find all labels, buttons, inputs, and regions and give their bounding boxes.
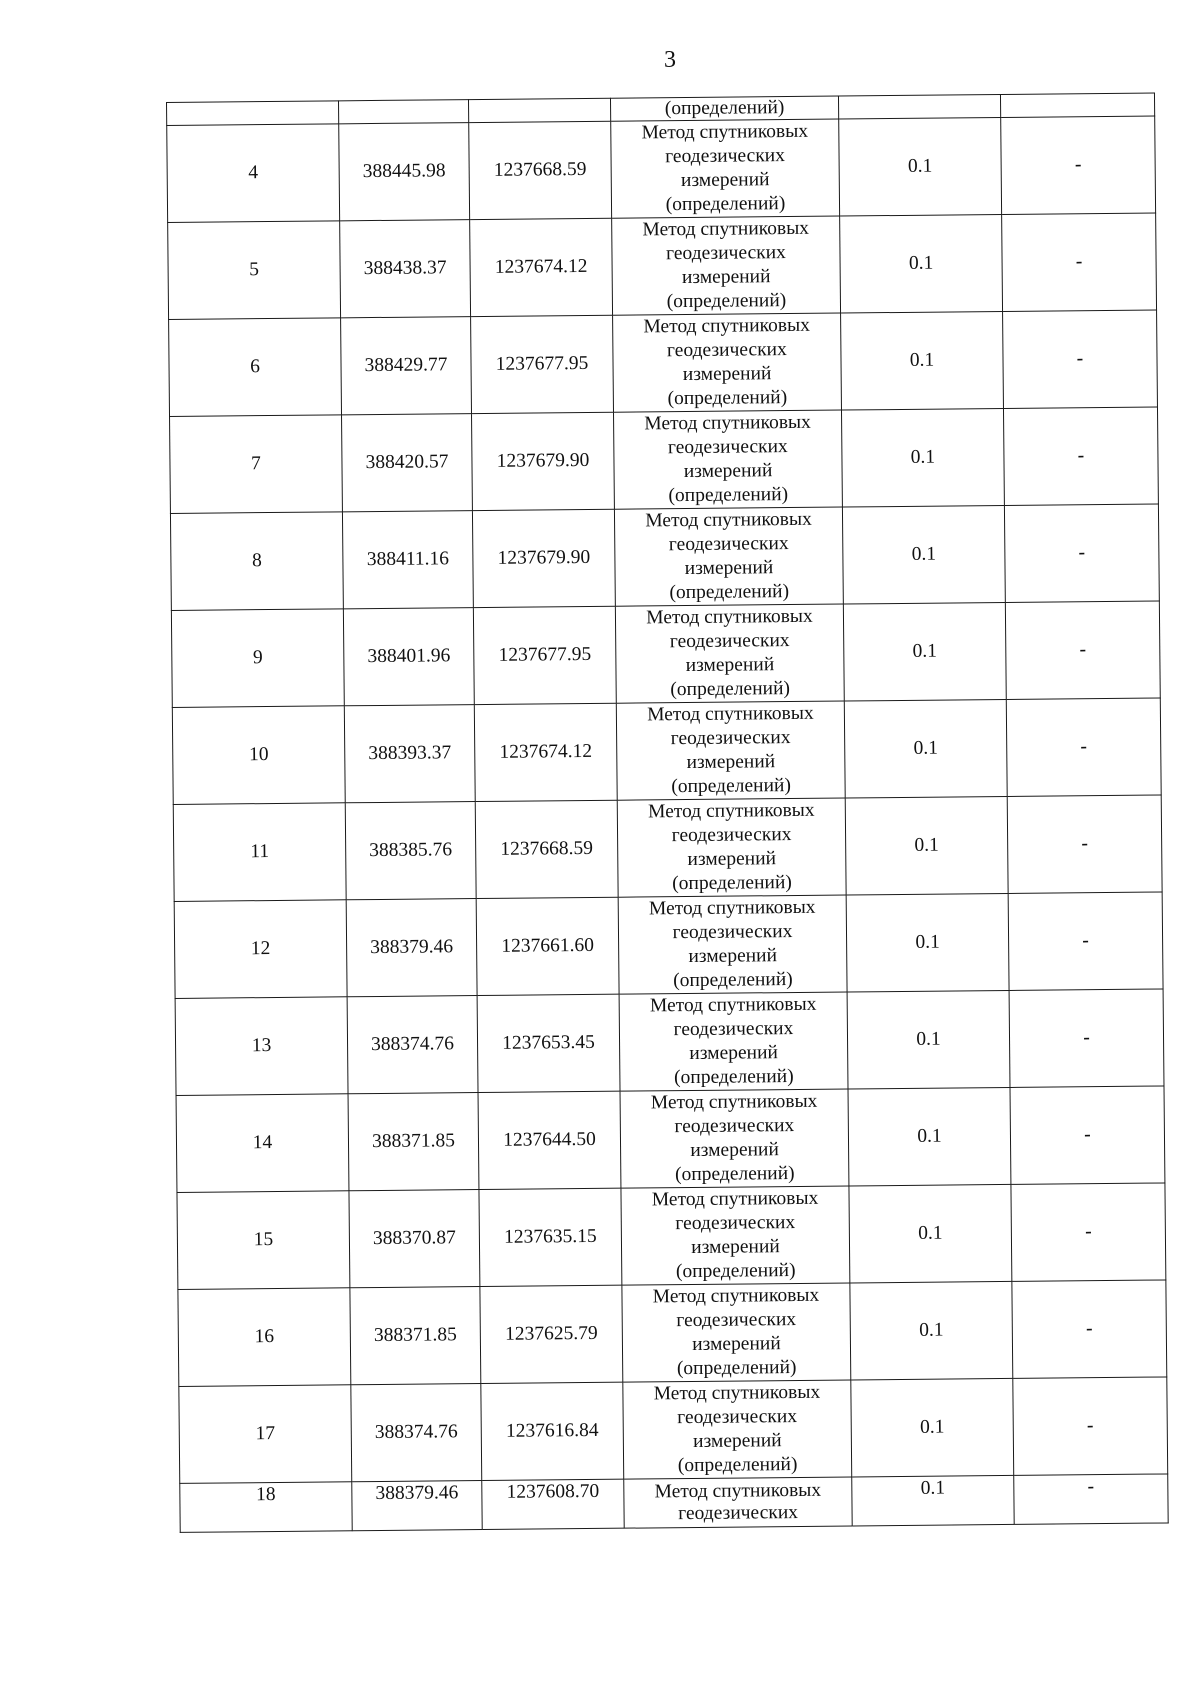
method-line: измерений (680, 169, 770, 192)
cell-note: - (1006, 698, 1161, 796)
method-line: геодезических (665, 242, 786, 265)
method-line: (определений) (672, 872, 792, 895)
cell-accuracy: 0.1 (840, 214, 1003, 313)
cell-y: 1237677.95 (473, 606, 616, 704)
method-line: геодезических (665, 145, 786, 168)
cell-x: 388374.76 (351, 1384, 482, 1482)
method-line: Метод спутниковых (642, 217, 810, 241)
method-line: измерений (689, 1042, 779, 1065)
method-line: измерений (687, 848, 777, 871)
cell-accuracy: 0.1 (841, 311, 1004, 410)
cell-note: - (1003, 407, 1158, 505)
table-row (175, 989, 1164, 1095)
cell-number (167, 101, 339, 126)
method-line: геодезических (673, 1018, 794, 1041)
method-line: измерений (684, 557, 774, 580)
cell-method (613, 313, 842, 412)
method-line: Метод спутниковых (653, 1381, 821, 1405)
table-body (167, 93, 1169, 1532)
method-line: Метод спутниковых (643, 314, 811, 338)
table-row (172, 698, 1161, 804)
cell-x: 388379.46 (346, 899, 477, 997)
method-line: (определений) (665, 193, 786, 216)
method-line: (определений) (670, 678, 791, 701)
method-line: измерений (691, 1236, 780, 1259)
cell-number: 7 (170, 415, 343, 514)
cell-method (613, 410, 842, 509)
cell-accuracy: 0.1 (850, 1281, 1013, 1380)
method-line: геодезических (678, 1501, 799, 1525)
table-row (176, 1086, 1165, 1192)
method-line: (определений) (669, 581, 790, 604)
method-line: (определений) (668, 484, 789, 507)
cell-number: 18 (180, 1482, 352, 1533)
method-line: Метод спутниковых (647, 799, 815, 823)
method-line: (определений) (673, 1066, 794, 1089)
cell-x: 388429.77 (341, 317, 472, 415)
method-line: геодезических (670, 727, 791, 750)
cell-x: 388370.87 (349, 1190, 480, 1288)
cell-method (619, 992, 848, 1091)
table-row (171, 601, 1160, 707)
method-line: Метод спутниковых (650, 1090, 818, 1114)
method-line: измерений (685, 654, 775, 677)
cell-note: - (1009, 989, 1164, 1087)
cell-accuracy: 0.1 (849, 1184, 1012, 1283)
cell-number: 10 (172, 706, 345, 805)
method-line: измерений (692, 1333, 781, 1356)
method-line: Метод спутниковых (651, 1187, 819, 1211)
cell-x: 388438.37 (340, 220, 471, 318)
cell-x: 388385.76 (345, 802, 476, 900)
cell-method (618, 895, 847, 994)
method-line: Метод спутниковых (654, 1479, 822, 1503)
method-line: измерений (681, 266, 771, 289)
cell-note: - (1012, 1280, 1167, 1378)
method-line: измерений (682, 363, 772, 386)
cell-number: 13 (175, 997, 348, 1096)
table-row (178, 1280, 1167, 1386)
cell-x (338, 100, 468, 124)
cell-x: 388374.76 (347, 996, 478, 1094)
cell-y: 1237677.95 (471, 315, 614, 413)
cell-y: 1237616.84 (481, 1382, 624, 1480)
cell-y: 1237644.50 (478, 1091, 621, 1189)
cell-number: 12 (174, 900, 347, 999)
cell-y: 1237679.90 (472, 412, 615, 510)
cell-y: 1237668.59 (475, 800, 618, 898)
cell-number: 11 (173, 803, 346, 902)
cell-method (612, 216, 841, 315)
cell-method (611, 119, 840, 218)
cell-accuracy (838, 94, 1000, 119)
cell-accuracy: 0.1 (847, 990, 1010, 1089)
cell-number: 16 (178, 1288, 351, 1387)
cell-note (1000, 93, 1154, 117)
cell-accuracy: 0.1 (844, 699, 1007, 798)
cell-method (624, 1477, 852, 1528)
cell-accuracy: 0.1 (845, 796, 1008, 895)
method-line: (определений) (673, 969, 793, 992)
table-row (169, 310, 1158, 416)
cell-x: 388371.85 (348, 1093, 479, 1191)
cell-accuracy: 0.1 (842, 505, 1005, 604)
method-line: измерений (686, 751, 776, 774)
method-line: Метод спутниковых (652, 1284, 820, 1308)
cell-note: - (1001, 116, 1156, 214)
method-line: измерений (688, 945, 778, 968)
method-line: геодезических (675, 1212, 796, 1235)
cell-method: (определений) (610, 96, 838, 121)
method-line: геодезических (672, 921, 793, 944)
cell-y: 1237674.12 (470, 218, 613, 316)
method-line: геодезических (674, 1115, 795, 1138)
cell-method (614, 507, 843, 606)
method-line: Метод спутниковых (647, 702, 814, 726)
cell-note: - (1014, 1474, 1168, 1524)
table-row-partial (180, 1474, 1168, 1532)
cell-y: 1237608.70 (482, 1479, 624, 1529)
cell-y: 1237661.60 (476, 897, 619, 995)
cell-note: - (1005, 601, 1160, 699)
method-line: геодезических (671, 824, 792, 847)
cell-x: 388379.46 (352, 1481, 482, 1531)
cell-y: 1237625.79 (480, 1285, 623, 1383)
cell-note: - (1010, 1086, 1165, 1184)
cell-y: 1237668.59 (469, 121, 612, 219)
method-line: Метод спутниковых (646, 605, 813, 629)
cell-note: - (1003, 310, 1158, 408)
cell-number: 5 (168, 221, 341, 320)
cell-x: 388445.98 (339, 123, 470, 221)
table-row (179, 1377, 1168, 1483)
cell-y: 1237674.12 (474, 703, 617, 801)
method-line: (определений) (677, 1454, 798, 1477)
method-line: (определений) (674, 1163, 795, 1186)
cell-x: 388411.16 (342, 511, 473, 609)
cell-number: 15 (177, 1191, 350, 1290)
method-line: (определений) (667, 387, 788, 410)
method-line: измерений (683, 460, 773, 483)
table-row (173, 795, 1162, 901)
cell-method (621, 1186, 850, 1285)
method-line: геодезических (668, 533, 789, 556)
cell-y: 1237653.45 (477, 994, 620, 1092)
cell-number: 14 (176, 1094, 349, 1193)
cell-y (468, 98, 610, 122)
coordinates-table (166, 93, 1169, 1533)
cell-accuracy: 0.1 (841, 408, 1004, 507)
method-line: измерений (690, 1139, 779, 1162)
page-number: 3 (664, 47, 676, 73)
cell-accuracy: 0.1 (852, 1475, 1014, 1526)
cell-x: 388401.96 (343, 608, 474, 706)
method-line: (определений) (671, 775, 791, 798)
method-line: геодезических (666, 339, 787, 362)
cell-number: 8 (170, 512, 343, 611)
method-line: Метод спутниковых (641, 120, 809, 144)
method-line: (определений) (666, 290, 787, 313)
cell-accuracy: 0.1 (843, 602, 1006, 701)
table-row (168, 213, 1157, 319)
table-row (170, 504, 1159, 610)
table-row (174, 892, 1163, 998)
method-line: геодезических (676, 1309, 797, 1332)
cell-method (620, 1089, 849, 1188)
cell-x: 388420.57 (342, 414, 473, 512)
cell-number: 9 (171, 609, 344, 708)
cell-accuracy: 0.1 (851, 1378, 1014, 1477)
table-row (177, 1183, 1166, 1289)
cell-method (622, 1283, 851, 1382)
method-line: геодезических (669, 630, 790, 653)
method-line: Метод спутниковых (645, 508, 812, 532)
cell-note: - (1004, 504, 1159, 602)
cell-y: 1237635.15 (479, 1188, 622, 1286)
method-line: геодезических (667, 436, 788, 459)
method-line: (определений) (675, 1260, 796, 1283)
method-line: геодезических (677, 1406, 798, 1429)
method-line: Метод спутниковых (649, 993, 817, 1017)
cell-method (615, 604, 844, 703)
method-line: Метод спутниковых (648, 896, 816, 920)
cell-note: - (1008, 892, 1163, 990)
cell-method (616, 701, 845, 800)
cell-note: - (1011, 1183, 1166, 1281)
method-line: Метод спутниковых (644, 411, 811, 435)
table-row (170, 407, 1159, 513)
cell-method (617, 798, 846, 897)
cell-number: 6 (169, 318, 342, 417)
cell-number: 4 (167, 124, 340, 223)
cell-note: - (1013, 1377, 1168, 1475)
table-row (167, 116, 1156, 222)
cell-x: 388371.85 (350, 1287, 481, 1385)
cell-note: - (1007, 795, 1162, 893)
cell-accuracy: 0.1 (839, 117, 1002, 216)
cell-note: - (1002, 213, 1157, 311)
cell-y: 1237679.90 (472, 509, 615, 607)
cell-x: 388393.37 (344, 705, 475, 803)
method-line: измерений (692, 1430, 782, 1453)
cell-method (623, 1380, 852, 1479)
cell-accuracy: 0.1 (848, 1087, 1011, 1186)
cell-accuracy: 0.1 (846, 893, 1009, 992)
method-line: (определений) (676, 1357, 797, 1380)
cell-number: 17 (179, 1385, 352, 1484)
